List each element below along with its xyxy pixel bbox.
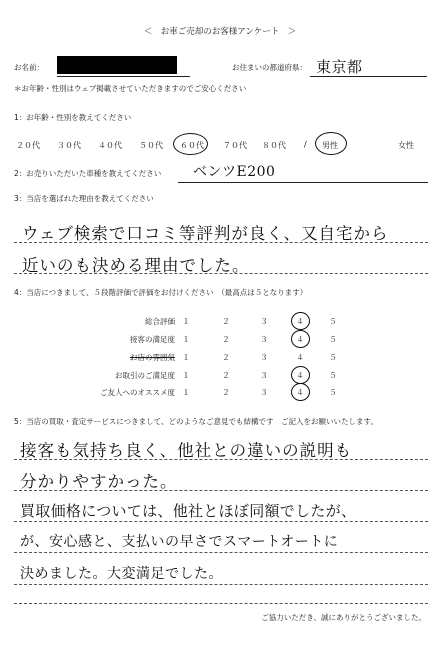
age-gender-separator: / [304, 140, 307, 149]
rating-value-2: ２ [222, 388, 230, 397]
rating-label: 総合評価 [145, 317, 175, 326]
rating-value-3: ３ [260, 388, 268, 397]
rating-value-4: ４ [296, 317, 304, 326]
rating-selected-circle [291, 383, 310, 401]
age-option-40s: ４０代 [98, 141, 122, 150]
comment-rule-6 [14, 603, 428, 604]
rating-value-4: ４ [296, 388, 304, 397]
question-1: 1：お年齢・性別を教えてください [14, 113, 132, 122]
reason-line-2: 近いのも決める理由でした。 [22, 256, 250, 275]
prefecture-label: お住まいの都道府県： [232, 63, 307, 72]
comment-rule-1 [14, 459, 428, 460]
name-underline [57, 76, 190, 77]
comment-line-3: 買取価格については、他社とほぼ同額でしたが、 [20, 502, 357, 520]
rating-label: お店の雰囲気 [130, 353, 175, 362]
rating-selected-circle [291, 330, 310, 348]
age-option-50s: ５０代 [139, 141, 163, 150]
age-option-60s: ６０代 [180, 141, 204, 150]
age-option-30s: ３０代 [57, 141, 81, 150]
prefecture-value: 東京都 [316, 58, 363, 76]
name-label: お名前： [14, 63, 44, 72]
comment-line-2: 分かりやすかった。 [20, 472, 178, 491]
gender-selected-circle [315, 132, 347, 155]
rating-value-1: １ [182, 353, 190, 362]
comment-rule-5 [14, 584, 428, 585]
rating-value-4: ４ [296, 353, 304, 362]
rating-value-4: ４ [296, 335, 304, 344]
age-gender-notice: ＊お年齢・性別はウェブ掲載させていただきますのでご安心ください [14, 84, 247, 93]
age-selected-circle [173, 133, 208, 155]
rating-selected-circle [291, 312, 310, 330]
age-option-20s: ２０代 [16, 141, 40, 150]
rating-value-5: ５ [329, 371, 337, 380]
question-5: 5：当店の買取・査定サービスにつきまして、どのようなご意見でも結構です ご記入をお願いいたします。 [14, 417, 378, 426]
rating-value-1: １ [182, 317, 190, 326]
rating-label: ご友人へのオススメ度 [100, 388, 175, 397]
rating-value-5: ５ [329, 335, 337, 344]
survey-title: ＜ お車ご売却のお客様アンケート ＞ [143, 27, 297, 37]
rating-value-5: ５ [329, 388, 337, 397]
rating-value-2: ２ [222, 371, 230, 380]
rating-value-1: １ [182, 388, 190, 397]
question-2: 2：お売りいただいた車種を教えてください [14, 169, 162, 178]
rating-value-5: ５ [329, 353, 337, 362]
age-option-80s: ８０代 [262, 141, 286, 150]
reason-rule-2 [14, 273, 428, 274]
comment-rule-3 [14, 521, 428, 522]
rating-value-2: ２ [222, 353, 230, 362]
rating-value-3: ３ [260, 371, 268, 380]
question-4: 4：当店につきまして、５段階評価で評価をお付けください （最高点は５となります） [14, 288, 308, 297]
prefecture-underline [310, 76, 427, 77]
comment-rule-2 [14, 490, 428, 491]
rating-value-3: ３ [260, 335, 268, 344]
gender-option-female: 女性 [398, 141, 414, 150]
reason-line-1: ウェブ検索で口コミ等評判が良く、又自宅から [22, 224, 389, 243]
rating-value-3: ３ [260, 317, 268, 326]
reason-rule-1 [14, 242, 428, 243]
rating-value-3: ３ [260, 353, 268, 362]
rating-selected-circle [291, 366, 310, 384]
gender-option-male: 男性 [322, 141, 338, 150]
rating-value-2: ２ [222, 317, 230, 326]
rating-value-1: １ [182, 335, 190, 344]
rating-value-4: ４ [296, 371, 304, 380]
rating-value-2: ２ [222, 335, 230, 344]
comment-rule-4 [14, 552, 428, 553]
rating-label: お取引のご満足度 [115, 371, 175, 380]
name-redaction [57, 56, 177, 74]
rating-value-1: １ [182, 371, 190, 380]
thanks-message: ご協力いただき、誠にありがとうございました。 [261, 613, 426, 622]
car-model-underline [178, 182, 428, 183]
car-model-answer: ベンツE200 [193, 164, 276, 180]
comment-line-5: 決めました。大変満足でした。 [20, 566, 223, 582]
question-3: 3：当店を選ばれた理由を教えてください [14, 194, 154, 203]
rating-label: 接客の満足度 [130, 335, 175, 344]
age-option-70s: ７０代 [223, 141, 247, 150]
comment-line-1: 接客も気持ち良く、他社との違いの説明も [20, 441, 353, 460]
comment-line-4: が、安心感と、支払いの早さでスマートオートに [20, 534, 339, 550]
rating-value-5: ５ [329, 317, 337, 326]
